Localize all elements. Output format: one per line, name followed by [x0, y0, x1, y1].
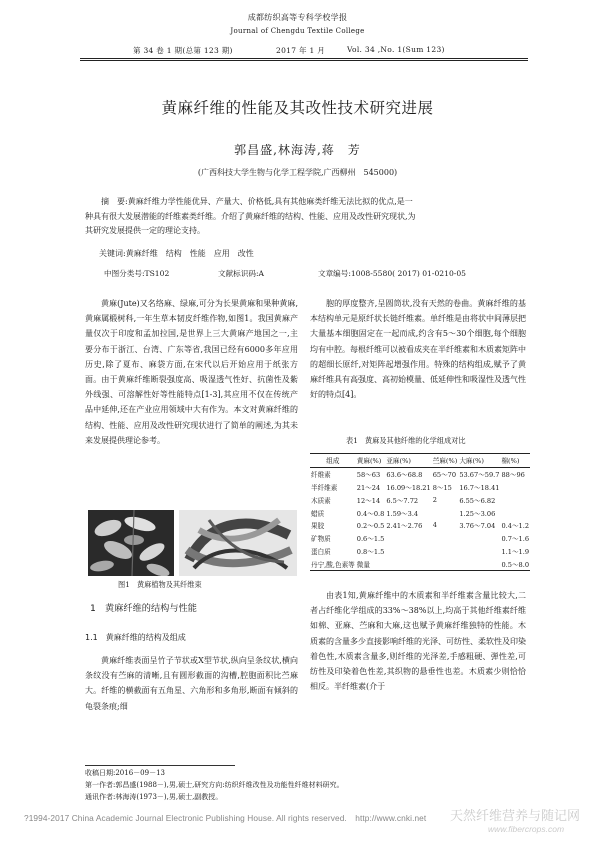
table-row [310, 545, 530, 558]
table-row [310, 557, 530, 570]
table-cell [432, 557, 459, 570]
authors: 郭昌盛,林海涛,蒋 芳 [234, 143, 361, 157]
table-row [310, 519, 530, 532]
table-cell: 0.7～1.6 [501, 535, 530, 544]
table-cell: 58～63 [356, 471, 381, 480]
article-title: 黄麻纤维的性能及其改性技术研究进展 [161, 99, 434, 117]
abstract-line: 其研究发展提供一定的理论支持。 [85, 226, 205, 235]
table-cell [385, 532, 431, 545]
table-header-cell: 黄麻(%) [356, 457, 382, 466]
table-cell: 12～14 [356, 496, 381, 505]
table-cell: 63.6～68.8 [386, 471, 423, 480]
table-cell: 丹宁,酸,色素等 [311, 560, 355, 569]
table-cell: 21～24 [356, 483, 381, 492]
table-cell: 蛋白质 [311, 547, 331, 556]
table-cell: 6.5～7.72 [386, 496, 419, 505]
watermark-url: www.fibercrops.com [488, 824, 565, 834]
table-cell: 0.5～8.0 [501, 560, 530, 569]
table-cell: 纤维素 [311, 471, 331, 480]
table-row [310, 506, 530, 519]
table-cell: 6.55～6.82 [459, 496, 496, 505]
footnote-rule [85, 765, 235, 766]
journal-title-en: Journal of Chengdu Textile College [230, 27, 365, 35]
received-date: 收稿日期:2016－09－13 [85, 769, 165, 777]
table-row [310, 481, 530, 494]
table-cell [500, 506, 530, 519]
table-cell [458, 545, 500, 558]
figure-1-caption: 图1 黄麻植物及其纤维束 [118, 580, 202, 589]
right-column-paragraph-1: 胞的厚度整齐,呈圆筒状,没有天然的卷曲。黄麻纤维的基本结构单元是原纤状长链纤维素。单纤维是由将状中间薄层把大量基本细胞固定在一起而成,约含有5～30个细胞,每个细胞均有中腔。每根纤维可以被看成夹在半纤维素和木质素矩阵中的超细长原纤,对矩阵起增强作用。特殊的结构组成,赋予了黄麻纤维具有高强度、高初始模量、低延伸性和吸湿性及透气性好的特点[4]。 [310, 299, 526, 400]
table-cell [432, 532, 459, 545]
table-cell [385, 545, 431, 558]
table-row [310, 493, 530, 506]
table-1-caption: 表1 黄麻及其他纤维的化学组成对比 [346, 436, 466, 445]
table-cell: 65～70 [432, 471, 457, 480]
section-1-heading: 1 黄麻纤维的结构与性能 [90, 603, 197, 614]
table-cell: 0.8～1.5 [356, 547, 385, 556]
table-cell: 16.7～18.41 [459, 483, 500, 492]
table-cell: 2.41～2.76 [386, 522, 423, 531]
table-header-cell: 组成 [326, 457, 340, 466]
right-column-paragraph-2: 由表1知,黄麻纤维中的木质素和半纤维素含量比较大,二者占纤维化学组成的33%～38%以上,均高于其他纤维素纤维如棉、亚麻、苎麻和大麻,这也赋予黄麻纤维独特的性能。木质素的含量多少直接影响纤维的光泽、可纺性、柔软性及印染着色性,木质素含量多,则纤维的光泽差,手感粗硬、弹性差,可纺性及印染着色性差,其织物的悬垂性也差。木质素少则恰恰相反。半纤维素(介于 [310, 591, 526, 692]
issue-date: 2017 年 1 月 [276, 46, 326, 55]
table-cell: 1.59～3.4 [386, 509, 419, 518]
header-rule-2 [80, 60, 528, 61]
jute-plant-photo [88, 510, 174, 576]
table-header-cell: 大麻(%) [459, 457, 484, 466]
table-cell: 88～96 [501, 471, 525, 480]
table-cell: 4 [432, 521, 437, 530]
table-cell: 3.76～7.04 [459, 522, 496, 531]
copyright-footer: ?1994-2017 China Academic Journal Electronic Publishing House. All rights reserved. http://www.cnki.net [24, 813, 427, 823]
abstract-line: 种具有很大发展潜能的纤维素类纤维。介绍了黄麻纤维的结构、性能、应用及改性研究现状,为 [85, 211, 416, 221]
intro-paragraph: 黄麻(Jute)又名络麻、绿麻,可分为长果黄麻和果种黄麻,黄麻属椴树科,一年生草本韧皮纤维作物,如图1。我国黄麻产量仅次于印度和孟加拉国,是世界上三大黄麻产地国之一,主要分布于浙江、台湾、广东等省,我国已经有6000多年应用历史,除了夏布、麻袋方面,在宋代以后开始应用于纸张方面。由于黄麻纤维断裂强度高、吸湿透气性好、抗菌性及紫外线强、可溶解性好等性能特点[1-3],其应用不仅在传统产品中延伸,还在产业应用领域中大有作为。本文对黄麻纤维的结构、性能、应用及改性研究现状进行了简单的阐述,为其未来发展提供理论参考。 [85, 299, 298, 445]
section-1-1-heading: 1.1 黄麻纤维的结构及组成 [85, 633, 186, 642]
table-cell: 木质素 [311, 496, 331, 505]
table-cell: 53.67～59.7 [459, 471, 500, 480]
table-header-cell: 苎麻(%) [432, 457, 458, 466]
watermark-cn: 天然纤维营养与随记网 [450, 809, 581, 824]
table-cell [385, 557, 431, 570]
keywords: 关键词:黄麻纤维 结构 性能 应用 改性 [99, 249, 254, 258]
issue-en: Vol. 34 ,No. 1(Sum 123) [347, 45, 445, 54]
table-row [310, 532, 530, 545]
table-cell: 8～15 [432, 483, 452, 492]
document-code: 文献标识码:A [218, 269, 265, 278]
section-1-1-paragraph: 黄麻纤维表面呈竹子节状或X型节状,纵向呈条纹状,横向条纹没有苎麻的清晰,且有圆形截面的沟槽,腔胞面积比苎麻大。纤维的横截面有五角星、六角形和多角形,断面有倾斜的龟裂条痕;细 [85, 656, 298, 711]
table-cell: 半纤维素 [311, 483, 338, 492]
table-cell: 果胶 [311, 522, 325, 531]
abstract-line: 摘 要:黄麻纤维力学性能优异、产量大、价格低,具有其他麻类纤维无法比拟的优点,是一 [101, 197, 413, 206]
jute-fiber-bundle-photo [179, 510, 297, 576]
table-cell: 16.09～18.21 [386, 483, 431, 492]
first-author-note: 第一作者:郭昌盛(1988－),男,硕士,研究方向:纺织纤维改性及功能性纤维材料研究。 [85, 781, 344, 789]
table-cell [458, 557, 500, 570]
table-row [310, 467, 530, 480]
table-header-cell: 亚麻(%) [386, 457, 411, 466]
table-cell [500, 493, 530, 506]
affiliation: (广西科技大学生物与化学工程学院,广西柳州 545000) [197, 168, 398, 177]
article-number: 文章编号:1008-5580( 2017) 01-0210-05 [318, 269, 467, 278]
table-cell [458, 532, 500, 545]
table-cell: 蜡质 [311, 509, 325, 518]
issue-cn: 第 34 卷 1 期(总第 123 期) [133, 46, 233, 55]
table-header-cell: 棉(%) [501, 457, 520, 466]
table-cell: 1.1～1.9 [501, 547, 530, 556]
table-cell [500, 481, 530, 494]
abstract [85, 195, 525, 239]
table-cell: 0.4～1.2 [501, 522, 530, 531]
table-cell: 0.4～0.8 [356, 509, 385, 518]
table-cell: 微量 [356, 560, 370, 569]
table-cell [432, 506, 459, 519]
table-cell: 0.2～0.5 [356, 522, 385, 531]
table-cell: 矿物质 [311, 535, 331, 544]
clc-number: 中图分类号:TS102 [104, 269, 170, 278]
table-cell [432, 545, 459, 558]
table-cell: 1.25～3.06 [459, 509, 496, 518]
table-cell: 2 [432, 495, 437, 504]
journal-title-cn: 成都纺织高等专科学校学报 [247, 13, 348, 22]
header-rule [80, 58, 528, 59]
table-header-row [310, 454, 530, 468]
chemical-composition-table [310, 453, 530, 571]
table-cell: 0.6～1.5 [356, 535, 385, 544]
contact-author-note: 通讯作者:林海涛(1973－),男,硕士,副教授。 [85, 793, 223, 801]
